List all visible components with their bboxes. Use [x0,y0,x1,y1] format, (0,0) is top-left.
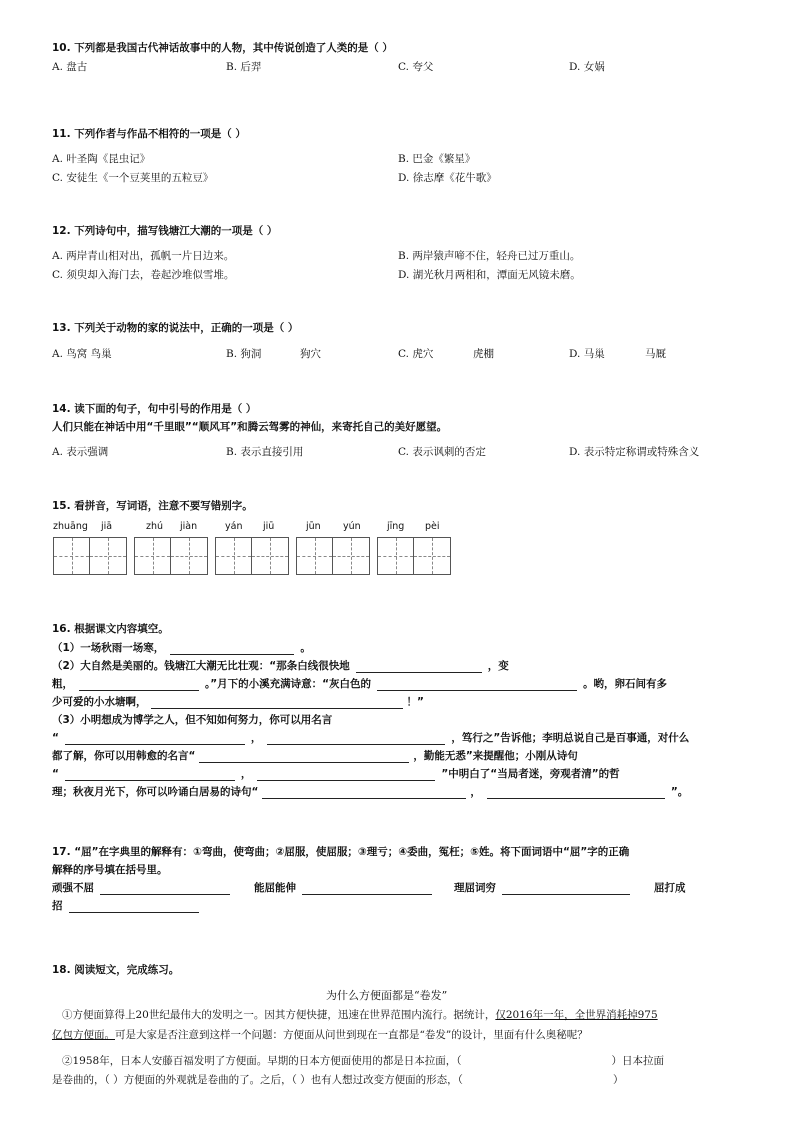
writing-grid-1[interactable] [53,537,127,575]
q17-blank-2[interactable] [302,882,432,895]
q14-option-b[interactable]: B. 表示直接引用 [226,446,304,458]
pinyin-2a: zhú [146,521,164,532]
pinyin-4a: jūn [306,521,321,532]
q17-stem-1: 17. “屈”在字典里的解释有：①弯曲，使弯曲；②屈服，使屈服；③理亏；④委曲，冤枉；⑤姓。将下面词语中“屈”字的正确 [52,846,630,858]
pinyin-5a: jīng [387,521,405,532]
pinyin-2b: jiàn [180,521,198,532]
blank-2[interactable] [356,660,482,673]
blank-4[interactable] [377,678,577,691]
q12-option-a[interactable]: A. 两岸青山相对出，孤帆一片日边来。 [52,250,235,262]
writing-grid-2[interactable] [134,537,208,575]
q11-option-c[interactable]: C. 安徒生《一个豆荚里的五粒豆》 [52,172,214,184]
blank-11[interactable] [262,786,466,799]
q13-option-b-second: 狗穴 [300,348,321,360]
q12-option-d[interactable]: D. 湖光秋月两相和，潭面无风镜未磨。 [398,269,581,281]
blank-1[interactable] [170,642,294,655]
writing-grid-3[interactable] [215,537,289,575]
q16-stem: 16. 根据课文内容填空。 [52,623,169,635]
q13-stem: 13. 下列关于动物的家的说法中，正确的一项是（ ） [52,322,299,334]
blank-9[interactable] [65,768,235,781]
q17-stem-2: 解释的序号填在括号里。 [52,864,168,876]
blank-3[interactable] [79,678,199,691]
blank-6[interactable] [65,732,245,745]
q13-option-d-second: 马厩 [645,348,666,360]
article-title: 为什么方便面都是“卷发” [326,989,448,1002]
pinyin-1a: zhuāng [53,521,88,532]
q17-word-1: 顽强不屈 [52,880,230,895]
q13-option-d[interactable]: D. 马巢 [569,348,605,360]
q14-option-a[interactable]: A. 表示强调 [52,446,109,458]
q12-stem: 12. 下列诗句中，描写钱塘江大潮的一项是（ ） [52,225,278,237]
paragraph-2-line-1: ②1958年，日本人安藤百福发明了方便面。早期的日本方便面使用的都是日本拉面，（ ）日本拉面 [62,1055,664,1067]
q17-word-4: 屈打成 [654,882,686,894]
q11-stem: 11. 下列作者与作品不相符的一项是（ ） [52,128,246,140]
q14-stem: 14. 读下面的句子，句中引号的作用是（ ） [52,403,257,415]
blank-7[interactable] [267,732,445,745]
q12-option-c[interactable]: C. 须臾却入海门去，卷起沙堆似雪堆。 [52,269,235,281]
q17-word-3: 理屈词穷 [454,880,630,895]
q11-option-d[interactable]: D. 徐志摩《花牛歌》 [398,172,497,184]
pinyin-3b: jiū [263,521,275,532]
q14-option-c[interactable]: C. 表示讽刺的否定 [398,446,486,458]
q13-option-c[interactable]: C. 虎穴 [398,348,434,360]
q16-line-6: “ ， ，笃行之”告诉他；李明总说自己是百事通，对什么 [52,732,690,744]
q10-stem: 10. 下列都是我国古代神话故事中的人物，其中传说创造了人类的是（ ） [52,42,393,54]
pinyin-4b: yún [343,521,361,532]
q18-stem: 18. 阅读短文，完成练习。 [52,964,180,976]
pinyin-3a: yán [225,521,243,532]
q14-option-d[interactable]: D. 表示特定称谓或特殊含义 [569,446,700,458]
blank-5[interactable] [151,696,403,709]
q17-word-4-cont: 招 [52,898,199,913]
q16-line-4: 少可爱的小水塘啊， ！” [52,696,424,708]
paragraph-1-line-2: 亿包方便面。可是大家是否注意到这样一个问题：方便面从问世到现在一直都是“卷发”的设计，里面有什么奥秘呢？ [52,1029,588,1041]
q16-line-2: （2）大自然是美丽的。钱塘江大潮无比壮观：“那条白线很快地 ，变 [52,660,509,672]
q10-option-b[interactable]: B. 后羿 [226,61,262,73]
q17-blank-4[interactable] [69,900,199,913]
q10-option-a[interactable]: A. 盘古 [52,61,88,73]
paragraph-2-line-2: 是卷曲的，（ ）方便面的外观就是卷曲的了。之后，（ ）也有人想过改变方便面的形态，（ ） [52,1074,624,1086]
q16-line-5: （3）小明想成为博学之人，但不知如何努力，你可以用名言 [52,714,333,726]
paragraph-1-line-1: ①方便面算得上20世纪最伟大的发明之一。因其方便快捷，迅速在世界范围内流行。据统计，仅2016年一年，全世界消耗掉975 [62,1009,658,1021]
q15-stem: 15. 看拼音，写词语，注意不要写错别字。 [52,500,253,512]
blank-10[interactable] [257,768,435,781]
q14-sentence: 人们只能在神话中用“千里眼”“顺风耳”和腾云驾雾的神仙，来寄托自己的美好愿望。 [52,421,448,433]
q16-line-9: 理；秋夜月光下，你可以吟诵白居易的诗句“ ， ”。 [52,786,689,798]
q12-option-b[interactable]: B. 两岸猿声啼不住，轻舟已过万重山。 [398,250,581,262]
q17-blank-3[interactable] [502,882,630,895]
pinyin-5b: pèi [425,521,440,532]
q13-option-a[interactable]: A. 鸟窝 鸟巢 [52,348,112,360]
writing-grid-5[interactable] [377,537,451,575]
pinyin-1b: jiā [101,521,113,532]
q11-option-a[interactable]: A. 叶圣陶《昆虫记》 [52,153,151,165]
q13-option-b[interactable]: B. 狗洞 [226,348,262,360]
blank-8[interactable] [199,750,409,763]
q16-line-3: 粗， 。”月下的小溪充满诗意：“灰白色的 。哟，卵石间有多 [52,678,668,690]
q16-line-7: 都了解，你可以用韩愈的名言“ ，勤能无悉”来提醒他；小刚从诗句 [52,750,578,762]
writing-grid-4[interactable] [296,537,370,575]
q17-word-2: 能屈能伸 [254,880,432,895]
q13-option-c-second: 虎棚 [473,348,494,360]
q10-option-d[interactable]: D. 女娲 [569,61,605,73]
q11-option-b[interactable]: B. 巴金《繁星》 [398,153,476,165]
q16-line-8: “ ， ”中明白了“当局者迷，旁观者清”的哲 [52,768,620,780]
q10-option-c[interactable]: C. 夸父 [398,61,434,73]
q16-line-1: （1）一场秋雨一场寒， 。 [52,642,311,654]
blank-12[interactable] [487,786,665,799]
q17-blank-1[interactable] [100,882,230,895]
